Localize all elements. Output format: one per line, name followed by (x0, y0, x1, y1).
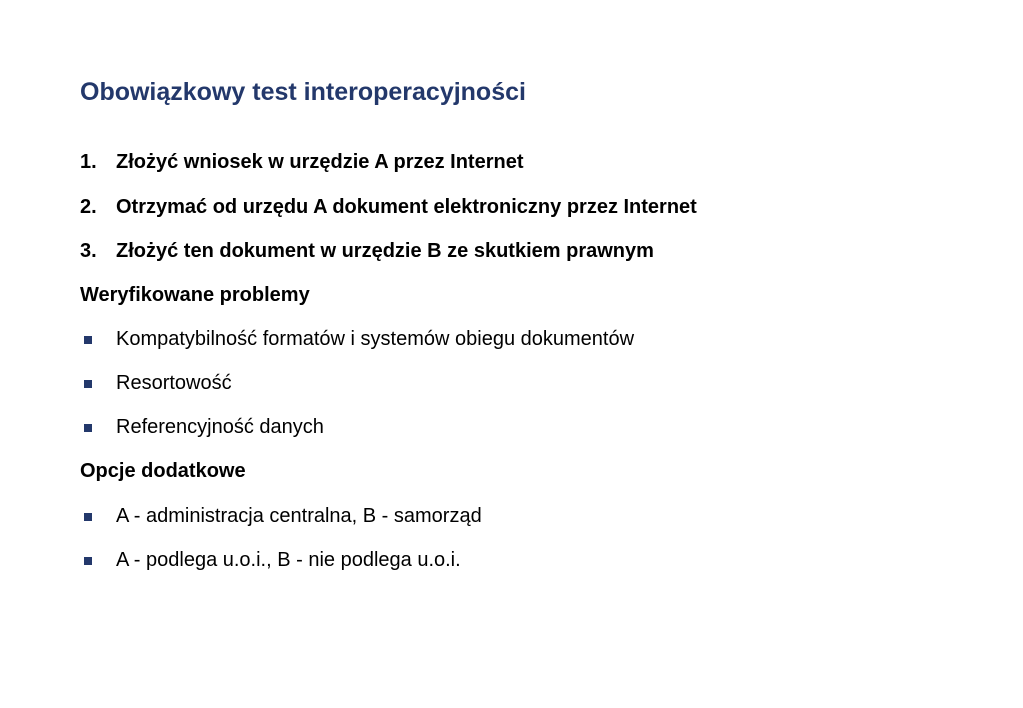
square-bullet-icon (84, 380, 92, 388)
step-text: Złożyć wniosek w urzędzie A przez Internet (116, 151, 524, 173)
list-item: A - administracja centralna, B - samorząd (116, 505, 482, 527)
list-item: Kompatybilność formatów i systemów obiegu dokumentów (116, 328, 635, 350)
step-number: 1. (80, 151, 97, 173)
step-number: 2. (80, 196, 97, 218)
section-heading-options: Opcje dodatkowe (80, 460, 246, 482)
step-text: Złożyć ten dokument w urzędzie B ze skutkiem prawnym (116, 240, 654, 262)
square-bullet-icon (84, 557, 92, 565)
slide-title: Obowiązkowy test interoperacyjności (80, 78, 526, 106)
step-number: 3. (80, 240, 97, 262)
square-bullet-icon (84, 513, 92, 521)
list-item: Resortowość (116, 372, 232, 394)
step-text: Otrzymać od urzędu A dokument elektroniczny przez Internet (116, 196, 697, 218)
square-bullet-icon (84, 336, 92, 344)
list-item: A - podlega u.o.i., B - nie podlega u.o.i. (116, 549, 461, 571)
square-bullet-icon (84, 424, 92, 432)
section-heading-problems: Weryfikowane problemy (80, 284, 310, 306)
list-item: Referencyjność danych (116, 416, 324, 438)
